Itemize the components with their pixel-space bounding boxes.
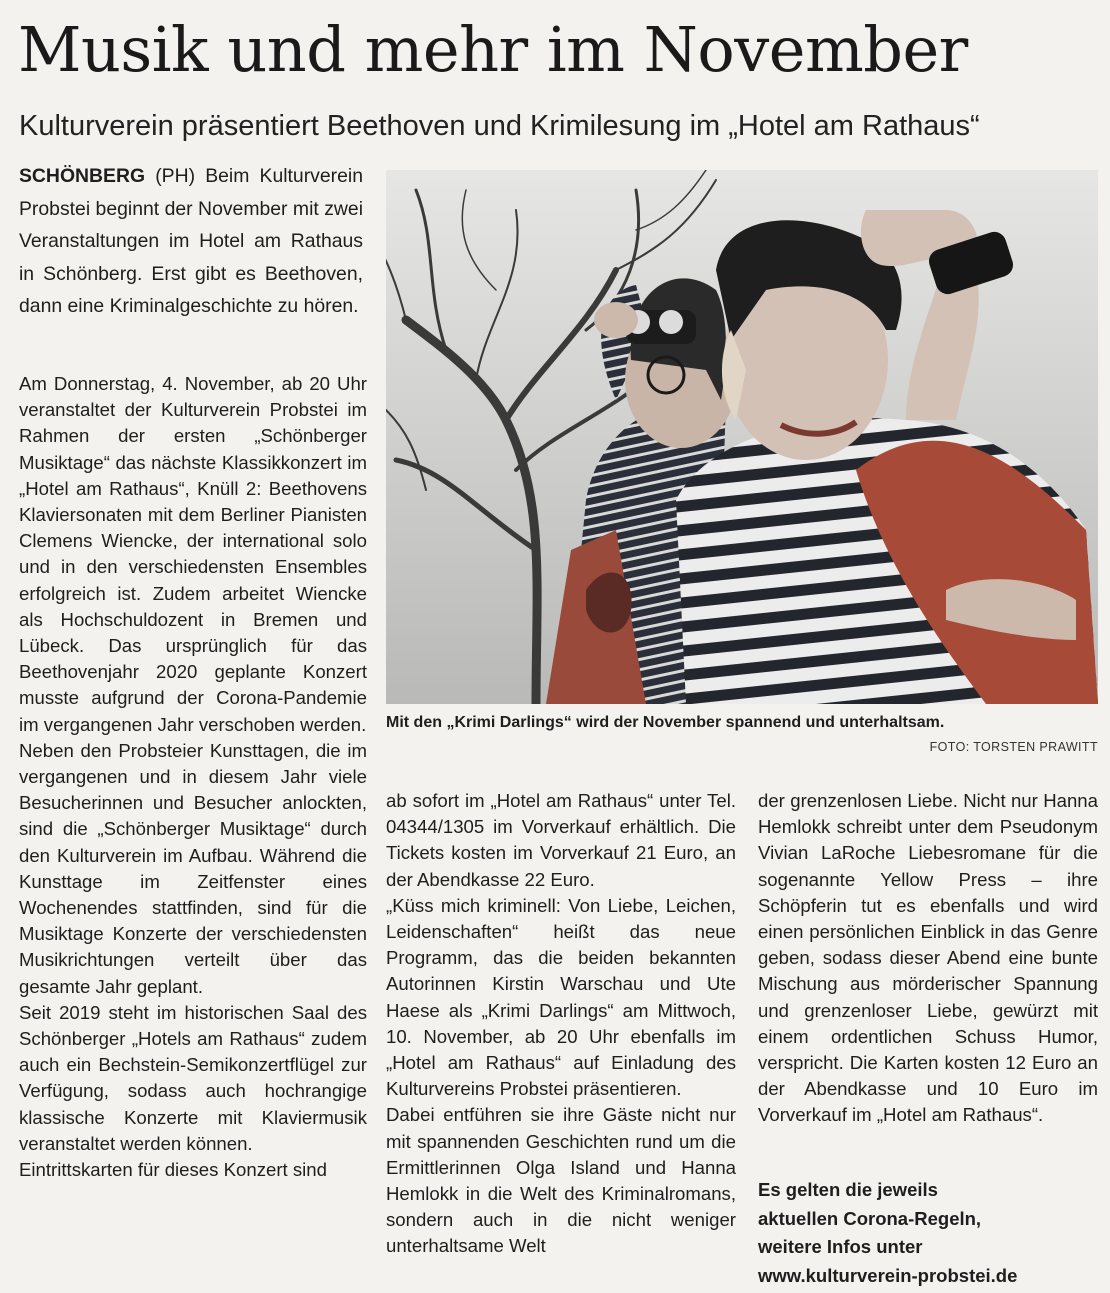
corona-notice — [758, 1176, 1098, 1290]
column-3 — [758, 788, 1098, 1129]
notice-line: weitere Infos unter — [758, 1236, 923, 1257]
lead-text: (PH) Beim Kulturverein Probstei beginnt der November mit zwei Veranstaltungen im Hotel am Rathaus in Schönberg. Erst gibt es Beethoven, dann eine Kriminalgeschichte zu hören. — [19, 165, 363, 317]
photo-credit: FOTO: TORSTEN PRAWITT — [929, 740, 1098, 754]
notice-line: Es gelten die jeweils — [758, 1179, 938, 1200]
paragraph: der grenzenlosen Liebe. Nicht nur Hanna Hemlokk schreibt unter dem Pseudonym Vivian LaRoche Liebesromane für die sogenannte Yellow Press – ihre Schöpferin tut es ebenfalls und wird einen persönlichen Einblick in das Genre geben, sodass dieser Abend eine bunte Mischung aus mörderischer Spannung und grenzenloser Liebe, gewürzt mit einem ordentlichen Schuss Humor, verspricht. Die Karten kosten 12 Euro an der Abendkasse und 10 Euro im Vorverkauf im „Hotel am Rathaus“. — [758, 790, 1098, 1126]
lead-paragraph — [19, 160, 363, 323]
headline: Musik und mehr im November — [18, 13, 968, 86]
paragraph: Eintrittskarten für dieses Konzert sind — [19, 1159, 327, 1181]
paragraph: „Küss mich kriminell: Von Liebe, Leichen, Leidenschaften“ heißt das neue Programm, das die beiden bekannten Autorinnen Kirstin Warschau und Ute Haese als „Krimi Darlings“ am Mittwoch, 10. November, ab 20 Uhr ebenfalls im „Hotel am Rathaus“ auf Einladung des Kulturvereins Probstei präsentieren. — [386, 894, 736, 1100]
paragraph: Seit 2019 steht im historischen Saal des Schönberger „Hotels am Rathaus“ zudem auch ein Bechstein-Semikonzertflügel zur Verfügung, sodass auch hochrangige klassische Konzerte mit Klaviermusik veranstaltet werden können. — [19, 1001, 367, 1154]
photo-caption: Mit den „Krimi Darlings“ wird der November spannend und unterhaltsam. — [386, 714, 945, 731]
column-2 — [386, 788, 736, 1260]
column-1 — [19, 371, 367, 1183]
paragraph: Am Donnerstag, 4. November, ab 20 Uhr veranstaltet der Kulturverein Probstei im Rahmen der ersten „Schönberger Musiktage“ das nächste Klassikkonzert im „Hotel am Rathaus“, Knüll 2: Beethovens Klaviersonaten mit dem Berliner Pianisten Clemens Wiencke, der international solo und in den verschiedensten Ensembles erfolgreich ist. Zudem arbeitet Wiencke als Hochschuldozent in Bremen und Lübeck. Das ursprünglich für das Beethovenjahr 2020 geplante Konzert musste aufgrund der Corona-Pandemie im vergangenen Jahr verschoben werden. — [19, 373, 367, 735]
subheadline: Kulturverein präsentiert Beethoven und Krimilesung im „Hotel am Rathaus“ — [19, 110, 980, 142]
paragraph: Neben den Probsteier Kunsttagen, die im vergangenen und in diesem Jahr viele Besucherinnen und Besucher anlockten, sind die „Schönberger Musiktage“ durch den Kulturverein im Aufbau. Während die Kunsttage im Zeitfenster eines Wochenendes stattfinden, sind für die Musiktage Konzerte der verschiedensten Musikrichtungen verteilt über das gesamte Jahr geplant. — [19, 739, 367, 997]
paragraph: ab sofort im „Hotel am Rathaus“ unter Tel. 04344/1305 im Vorverkauf erhältlich. Die Tickets kosten im Vorverkauf 21 Euro, an der Abendkasse 22 Euro. — [386, 790, 736, 890]
dateline: SCHÖNBERG — [19, 165, 146, 187]
article-photo — [386, 170, 1098, 704]
notice-line: aktuellen Corona-Regeln, — [758, 1207, 982, 1229]
website-link[interactable]: www.kulturverein-probstei.de — [758, 1264, 1018, 1286]
paragraph: Dabei entführen sie ihre Gäste nicht nur mit spannenden Geschichten rund um die Ermittlerinnen Olga Island und Hanna Hemlokk in die Welt des Kriminalromans, sondern auch in die nicht weniger unterhaltsame Welt — [386, 1104, 736, 1257]
